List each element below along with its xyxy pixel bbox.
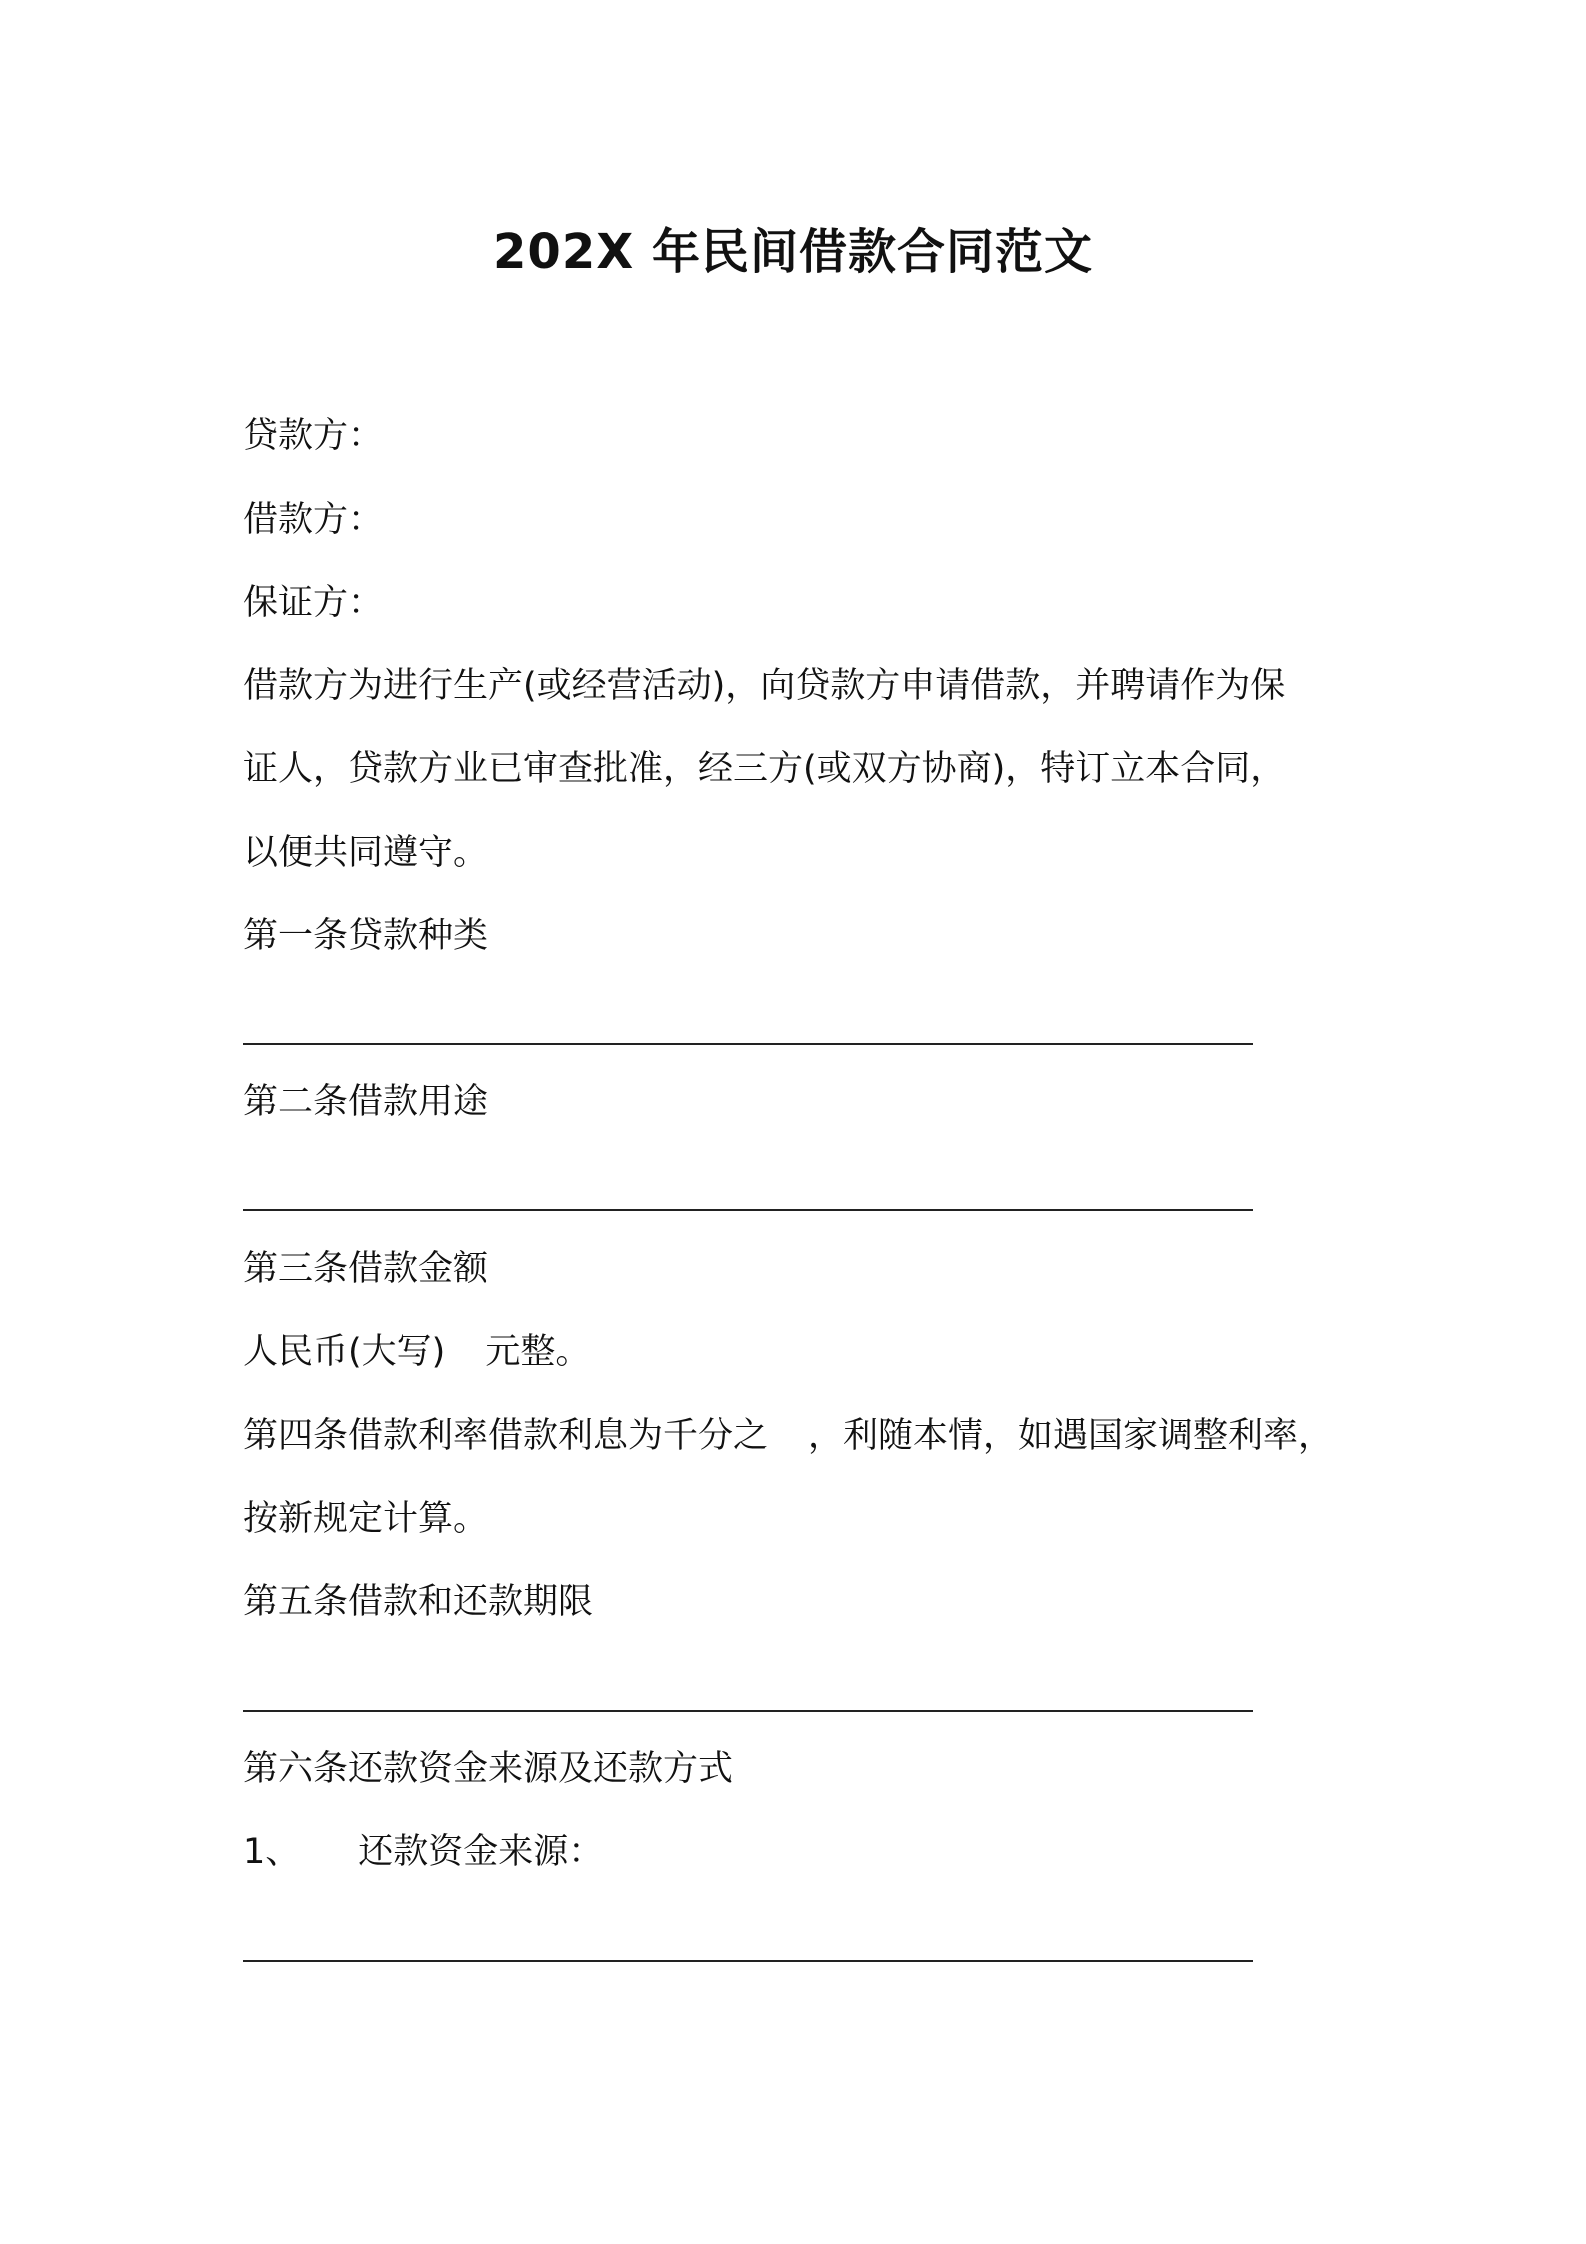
borrower-label: 借款方：	[243, 500, 384, 540]
amount-prefix: 人民币(大写)	[243, 1332, 446, 1372]
guarantor-label: 保证方：	[243, 583, 384, 623]
article3-heading: 第三条借款金额	[243, 1249, 489, 1289]
article4-line-2: 按新规定计算。	[243, 1499, 489, 1539]
amount-suffix: 元整。	[485, 1332, 591, 1372]
article4-line-1	[243, 1412, 1333, 1460]
preamble-line-1: 借款方为进行生产(或经营活动)，向贷款方申请借款，并聘请作为保	[243, 666, 1286, 706]
article6-blank-line	[243, 1960, 1253, 1962]
preamble-line-2: 证人，贷款方业已审查批准，经三方(或双方协商)，特订立本合同，	[243, 749, 1286, 789]
article5-blank-line	[243, 1710, 1253, 1712]
article6-heading: 第六条还款资金来源及还款方式	[243, 1749, 734, 1789]
document-title: 202X 年民间借款合同范文	[493, 224, 1093, 280]
article5-heading: 第五条借款和还款期限	[243, 1582, 594, 1622]
preamble-line-3: 以便共同遵守。	[243, 833, 489, 873]
item-number: 1、	[243, 1832, 301, 1872]
article1-heading: 第一条贷款种类	[243, 916, 489, 956]
article6-item-1	[243, 1828, 603, 1876]
lender-label: 贷款方：	[243, 416, 384, 456]
article2-blank-line	[243, 1209, 1253, 1211]
article1-blank-line	[243, 1043, 1253, 1045]
article2-heading: 第二条借款用途	[243, 1082, 489, 1122]
article3-amount	[243, 1328, 590, 1376]
item-label: 还款资金来源：	[358, 1832, 604, 1872]
interest-rate-text: 第四条借款利率借款利息为千分之	[243, 1416, 769, 1456]
interest-rate-terms: ，利随本情，如遇国家调整利率，	[808, 1416, 1334, 1456]
